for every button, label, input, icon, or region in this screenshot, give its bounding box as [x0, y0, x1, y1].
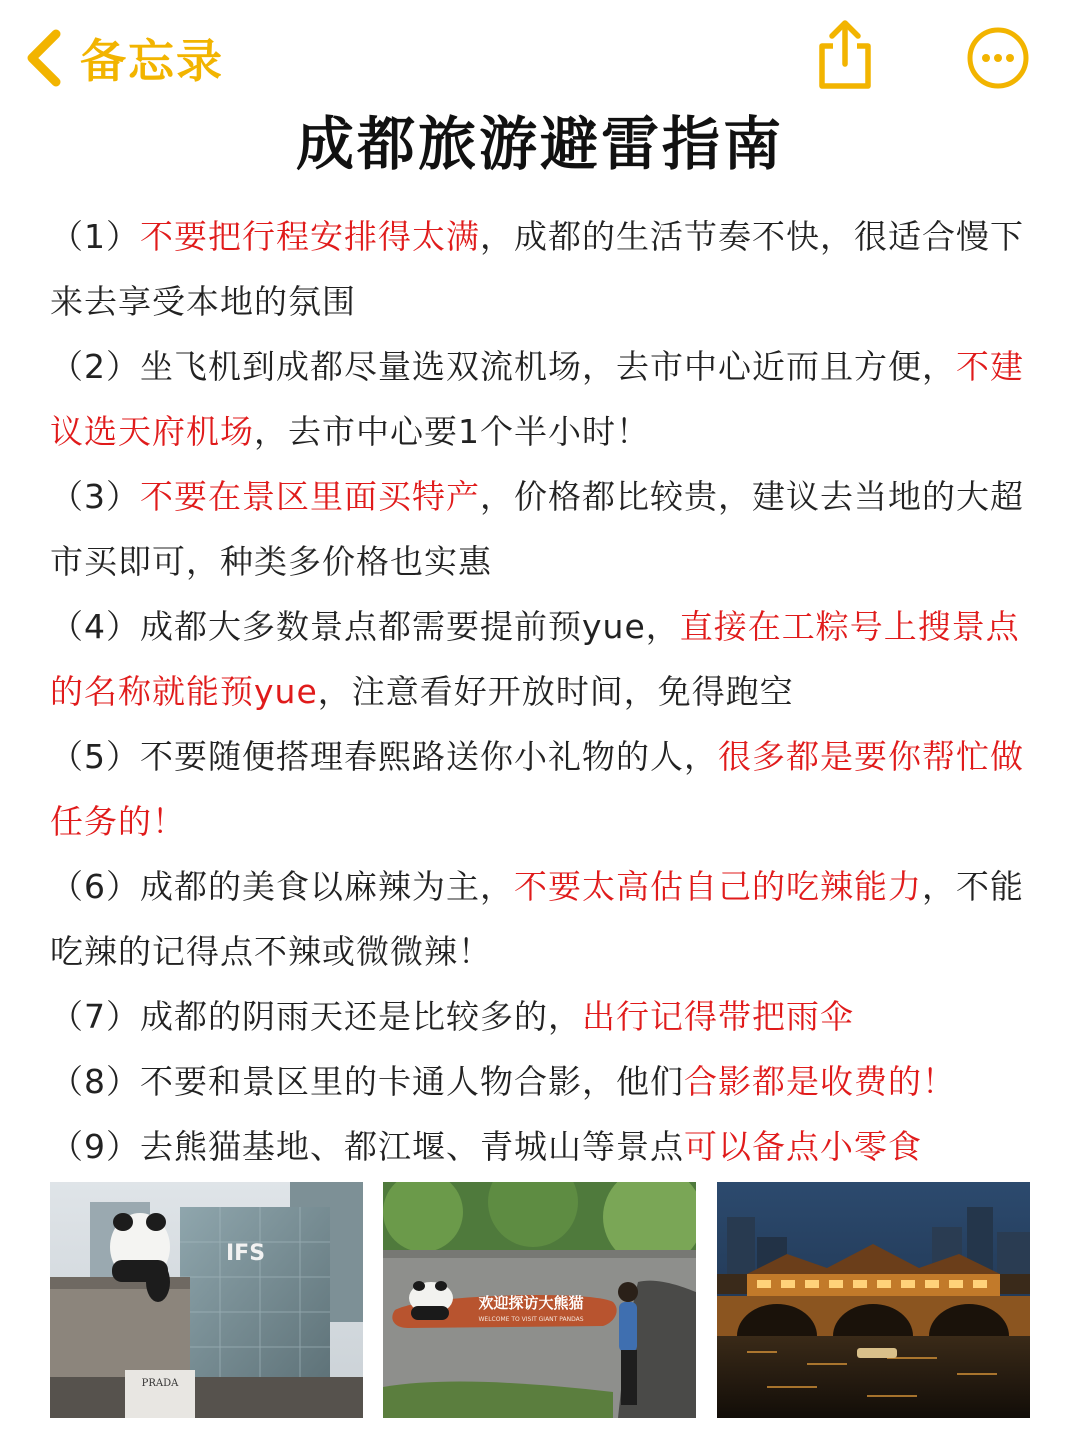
- tip-item-7: [50, 984, 1035, 1049]
- more-button[interactable]: [966, 26, 1030, 90]
- tip-text: （1）: [50, 217, 140, 256]
- ellipsis-circle-icon: [966, 26, 1030, 90]
- tip-text: （6）成都的美食以麻辣为主，: [50, 867, 514, 906]
- share-button[interactable]: [812, 18, 878, 92]
- tip-text: （5）不要随便搭理春熙路送你小礼物的人，: [50, 737, 718, 776]
- tip-highlight: 不要在景区里面买特产: [140, 477, 480, 516]
- panda-base-image: [383, 1182, 696, 1418]
- tip-item-9: [50, 1114, 1035, 1179]
- photo-panda-base[interactable]: [383, 1182, 696, 1418]
- navigation-bar: [0, 0, 1080, 110]
- note-title: 成都旅游避雷指南: [295, 110, 784, 178]
- tip-text: （3）: [50, 477, 140, 516]
- tip-item-8: [50, 1049, 1035, 1114]
- photo-anshun-bridge[interactable]: [717, 1182, 1030, 1418]
- tip-text: （8）不要和景区里的卡通人物合影，他们: [50, 1062, 684, 1101]
- chevron-left-icon: [22, 28, 66, 88]
- ifs-sign-text: IFS: [226, 1241, 266, 1266]
- tip-text: （2）坐飞机到成都尽量选双流机场，去市中心近而且方便，: [50, 347, 956, 386]
- photo-strip: [50, 1182, 1030, 1418]
- tip-item-4: [50, 594, 1035, 724]
- ifs-panda-image: [50, 1182, 363, 1418]
- tip-text: （4）成都大多数景点都需要提前预yue，: [50, 607, 680, 646]
- tip-item-1: [50, 204, 1035, 334]
- share-icon: [812, 18, 878, 92]
- tip-item-2: [50, 334, 1035, 464]
- tip-text: ，不能吃辣的记得点不辣或微微辣！: [50, 867, 1024, 971]
- tip-text: ，去市中心要1个半小时！: [254, 412, 650, 451]
- tip-text: ，价格都比较贵，建议去当地的大超市买即可，种类多价格也实惠: [50, 477, 1024, 581]
- tip-item-5: [50, 724, 1035, 854]
- tip-text: （9）去熊猫基地、都江堰、青城山等景点: [50, 1127, 684, 1166]
- panda-sign-text: 欢迎探访大熊猫: [478, 1294, 584, 1312]
- tip-highlight: 合影都是收费的！: [684, 1062, 956, 1101]
- panda-sign-subtext: WELCOME TO VISIT GIANT PANDAS: [478, 1316, 584, 1323]
- back-button[interactable]: [22, 28, 224, 88]
- back-label: 备忘录: [80, 34, 224, 88]
- tip-item-6: [50, 854, 1035, 984]
- tip-highlight: 很多都是要你帮忙做任务的！: [50, 737, 1024, 841]
- tip-highlight: 出行记得带把雨伞: [582, 997, 854, 1036]
- anshun-bridge-image: [717, 1182, 1030, 1418]
- tip-text: ，注意看好开放时间，免得跑空: [317, 672, 794, 711]
- tip-item-3: [50, 464, 1035, 594]
- tip-text: ，成都的生活节奏不快，很适合慢下来去享受本地的氛围: [50, 217, 1024, 321]
- photo-ifs-panda[interactable]: [50, 1182, 363, 1418]
- tip-highlight: 可以备点小零食: [684, 1127, 922, 1166]
- prada-sign-text: PRADA: [141, 1378, 179, 1389]
- tip-highlight: 直接在工粽号上搜景点的名称就能预yue: [50, 607, 1020, 711]
- tip-highlight: 不要太高估自己的吃辣能力: [514, 867, 922, 906]
- tip-highlight: 不要把行程安排得太满: [140, 217, 480, 256]
- tip-text: （7）成都的阴雨天还是比较多的，: [50, 997, 582, 1036]
- note-body: [50, 204, 1035, 1179]
- tip-highlight: 不建议选天府机场: [50, 347, 1024, 451]
